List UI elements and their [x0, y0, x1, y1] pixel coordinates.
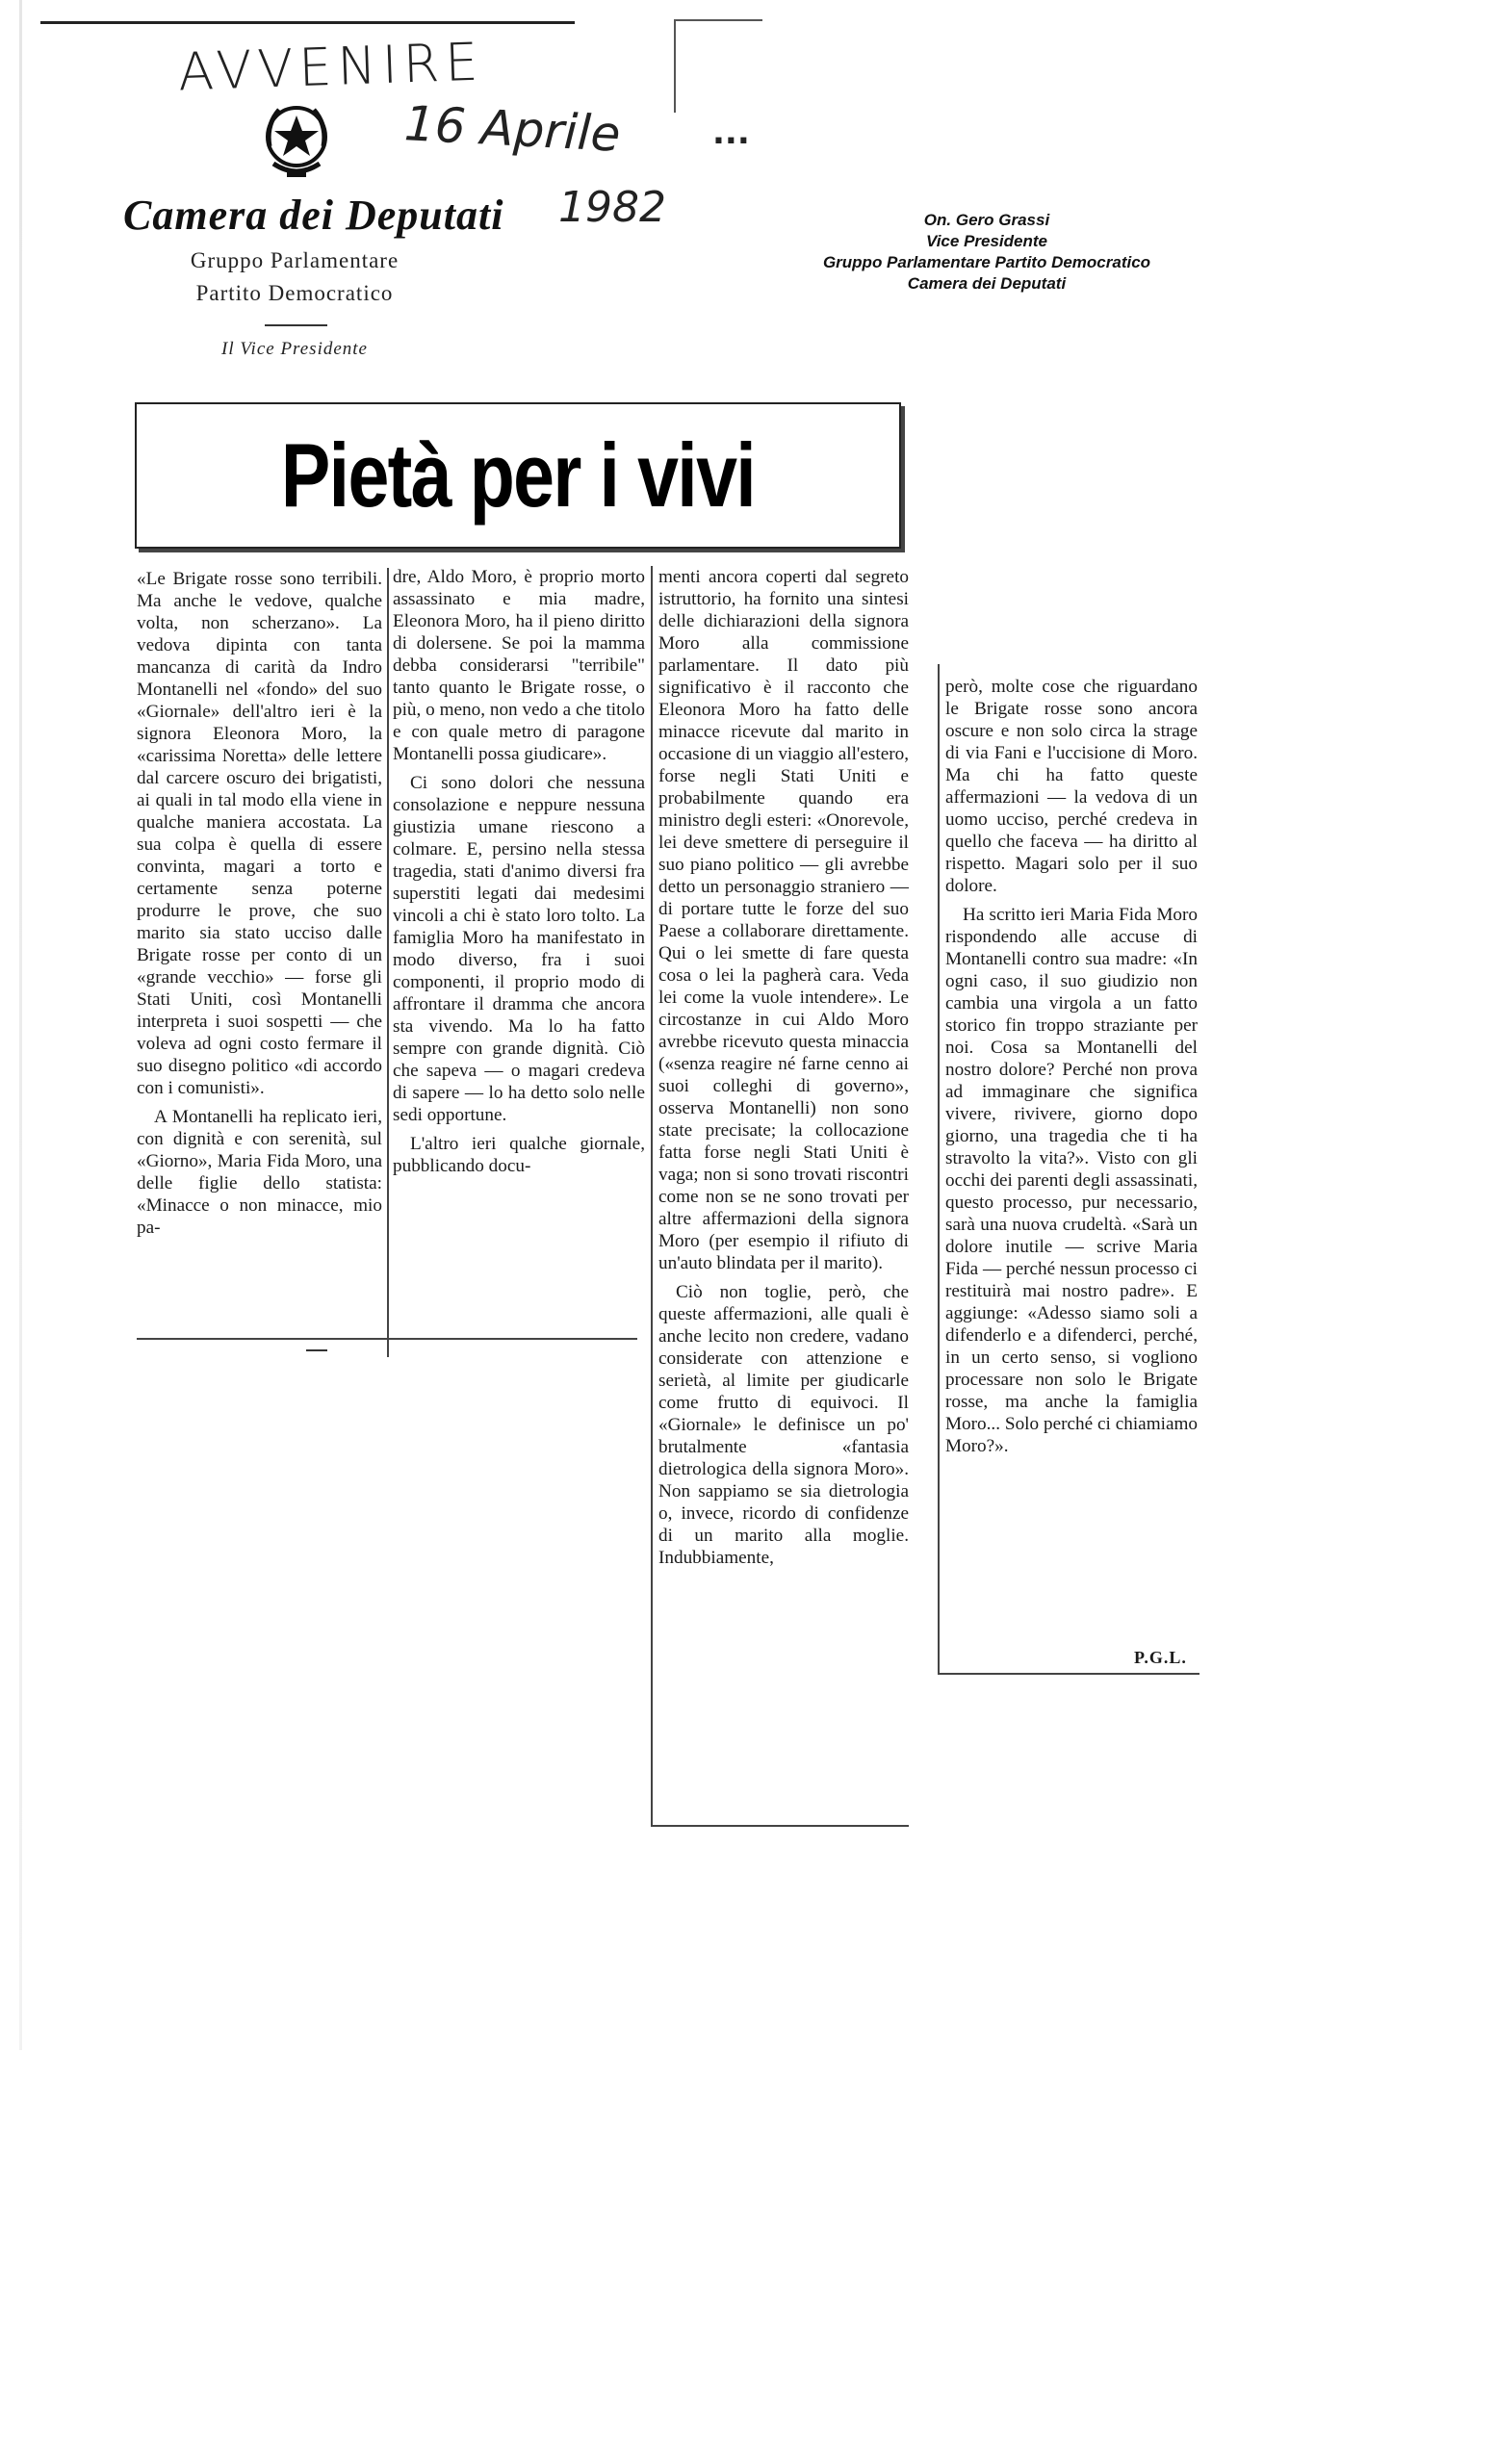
- top-rule: [40, 21, 575, 24]
- handwritten-dots: ...: [712, 114, 750, 152]
- article-headline: Pietà per i vivi: [280, 424, 756, 526]
- column-rule: [938, 664, 940, 1675]
- column-rule: [387, 568, 389, 1357]
- dash-mark: [306, 1349, 327, 1351]
- letterhead-divider: [265, 324, 327, 326]
- paragraph: «Le Brigate rosse sono terribili. Ma anche le vedove, qualche volta, non scherzano». La vedova dipinta con tanta mancanza di carità da Indro Montanelli nel «fondo» del suo «Giornale» dell'altro ieri è la signora Eleonora Moro, la «carissima Noretta» delle lettere dal carcere oscuro dei brigatisti, ai quali in tal modo ella viene in qualche maniera accostata. La sua colpa è quella di essere convinta, magari a torto e certamente senza poterne produrre le prove, che suo marito sia stato ucciso dalle Brigate rosse per conto di un «grande vecchio» — forse gli Stati Uniti, così Montanelli interpreta i suoi sospetti — che voleva ad ogni costo fermare il suo disegno politico «di accordo con i comunisti».: [137, 569, 382, 1098]
- signature-block: [785, 210, 1189, 295]
- italian-republic-emblem-icon: [258, 96, 335, 181]
- group-line-1: Gruppo Parlamentare: [190, 248, 400, 272]
- headline-box: [135, 402, 901, 549]
- signature-institution: Camera dei Deputati: [907, 274, 1067, 293]
- column-footer-rule: [137, 1338, 637, 1340]
- column-rule: [651, 566, 653, 1827]
- signature-group: Gruppo Parlamentare Partito Democratico: [822, 253, 1151, 271]
- article-column-1: [137, 568, 382, 1245]
- article-column-2: [393, 566, 645, 1184]
- corner-bracket: [674, 19, 762, 113]
- scan-edge: [19, 0, 22, 2050]
- institution-name: Camera dei Deputati: [123, 192, 504, 239]
- paragraph: Ha scritto ieri Maria Fida Moro rispondendo alle accuse di Montanelli contro sua madre: «In ogni caso, il suo giudizio non cambia una virgola a un fatto storico fin troppo straziante per noi. Cosa sa Montanelli del nostro dolore? Perché non prova ad immaginare che significa vivere, rivivere, giorno dopo giorno, una tragedia che ti ha stravolto la vita?». Visto con gli occhi dei parenti degli assassinati, questo processo, pur necessario, sarà una nuova crudeltà. «Sarà un dolore inutile — scrive Maria Fida — perché nessun processo ci restituirà mai nostro padre». E aggiunge: «Adesso siamo soli a difenderlo e a difenderci, perché, in un certo senso, si vogliono processare non solo le Brigate rosse, ma anche la famiglia Moro... Solo perché ci chiamiamo Moro?».: [945, 905, 1198, 1456]
- paragraph: menti ancora coperti dal segreto istruttorio, ha fornito una sintesi delle dichiarazioni della signora Moro alla commissione parlamentare. Il dato più significativo è il racconto che Eleonora Moro ha fatto delle minacce ricevute dal marito in occasione di un viaggio all'estero, forse negli Stati Uniti e probabilmente quando era ministro degli esteri: «Onorevole, lei deve smettere di perseguire il suo piano politico — gli avrebbe detto un personaggio straniero — di portare tutte le forze del suo Paese a collaborare direttamente. Qui o lei smette di fare questa cosa o lei la pagherà cara. Veda lei come la vuole intendere». Le circostanze in cui Aldo Moro avrebbe ricevuto questa minaccia («senza reagire né farne cenno ai suoi colleghi di governo», osserva Montanelli) non sono state precisate; la collocazione fatta forse negli Stati Uniti è vaga; non si sono trovati riscontri come non se ne sono trovati per altre affermazioni della signora Moro (per esempio il rifiuto di un'auto blindata per il marito).: [658, 567, 909, 1273]
- signature-role: Vice Presidente: [926, 232, 1047, 250]
- paragraph: A Montanelli ha replicato ieri, con dignità e con serenità, sul «Giorno», Maria Fida Moro, una delle figlie dello statista: «Minacce o non minacce, mio pa-: [137, 1107, 382, 1238]
- handwritten-year: 1982: [558, 183, 666, 232]
- author-initials: P.G.L.: [1134, 1648, 1187, 1667]
- letterhead-role: Il Vice Presidente: [221, 339, 368, 359]
- paragraph: L'altro ieri qualche giornale, pubblicando docu-: [393, 1134, 645, 1176]
- paragraph: però, molte cose che riguardano le Brigate rosse sono ancora oscure e non solo circa la strage di via Fani e l'uccisione di Moro. Ma chi ha fatto queste affermazioni — la vedova di un uomo ucciso, perché credeva in quello che faceva — ha diritto al rispetto. Magari solo per il suo dolore.: [945, 677, 1198, 896]
- handwritten-newspaper-name: AVVENIRE: [176, 31, 485, 103]
- paragraph: Ciò non toglie, però, che queste affermazioni, alle quali è anche lecito non credere, vadano considerate con attenzione e serietà, al limite per giudicarle come frutto di equivoci. Il «Giornale» le definisce un po' brutalmente «fantasia dietrologica della signora Moro». Non sappiamo se sia dietrologia o, invece, ricordo di confidenze di un marito alla moglie. Indubbiamente,: [658, 1282, 909, 1568]
- column-footer-rule: [651, 1825, 909, 1827]
- paragraph: Ci sono dolori che nessuna consolazione e neppure nessuna giustizia umane riescono a colmare. E, persino nella stessa tragedia, stati d'animo diversi fra superstiti legati dai medesimi vincoli a chi è stato loro tolto. La famiglia Moro ha manifestato in modo diverso, fra i suoi componenti, il proprio modo di affrontare il dramma che ancora sta vivendo. Ma lo ha fatto sempre con grande dignità. Ciò che sapeva — o magari credeva di sapere — lo ha detto solo nelle sedi opportune.: [393, 773, 645, 1125]
- article-column-4: [945, 676, 1198, 1464]
- column-footer-rule: [940, 1673, 1199, 1675]
- signature-name: On. Gero Grassi: [923, 211, 1050, 229]
- group-line-2: Partito Democratico: [195, 281, 394, 305]
- paragraph: dre, Aldo Moro, è proprio morto assassinato e mia madre, Eleonora Moro, ha il pieno diritto di dolersene. Se poi la mamma debba considerarsi "terribile" tanto quanto le Brigate rosse, o più, o meno, non vedo a che titolo e con quale metro di paragone Montanelli possa giudicare».: [393, 567, 645, 764]
- handwritten-date: 16 Aprile: [402, 95, 622, 163]
- article-column-3: [658, 566, 909, 1576]
